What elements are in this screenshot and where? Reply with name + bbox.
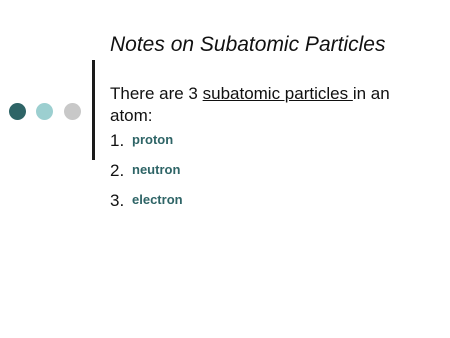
item-number: 3. (110, 191, 125, 210)
intro-underlined-term: subatomic particles (202, 84, 353, 103)
intro-prefix: There are 3 (110, 84, 203, 103)
item-answer: neutron (132, 162, 181, 177)
item-number: 2. (110, 161, 125, 180)
intro-suffix: in an atom: (110, 84, 390, 125)
item-number: 1. (110, 131, 125, 150)
decorative-dot-gray (64, 103, 81, 120)
decorative-dot-dark (9, 103, 26, 120)
intro-text (110, 83, 430, 127)
vertical-divider (92, 60, 95, 160)
item-answer: proton (132, 132, 174, 147)
slide-title: Notes on Subatomic Particles (110, 33, 386, 56)
item-answer: electron (132, 192, 183, 207)
decorative-dot-teal (36, 103, 53, 120)
